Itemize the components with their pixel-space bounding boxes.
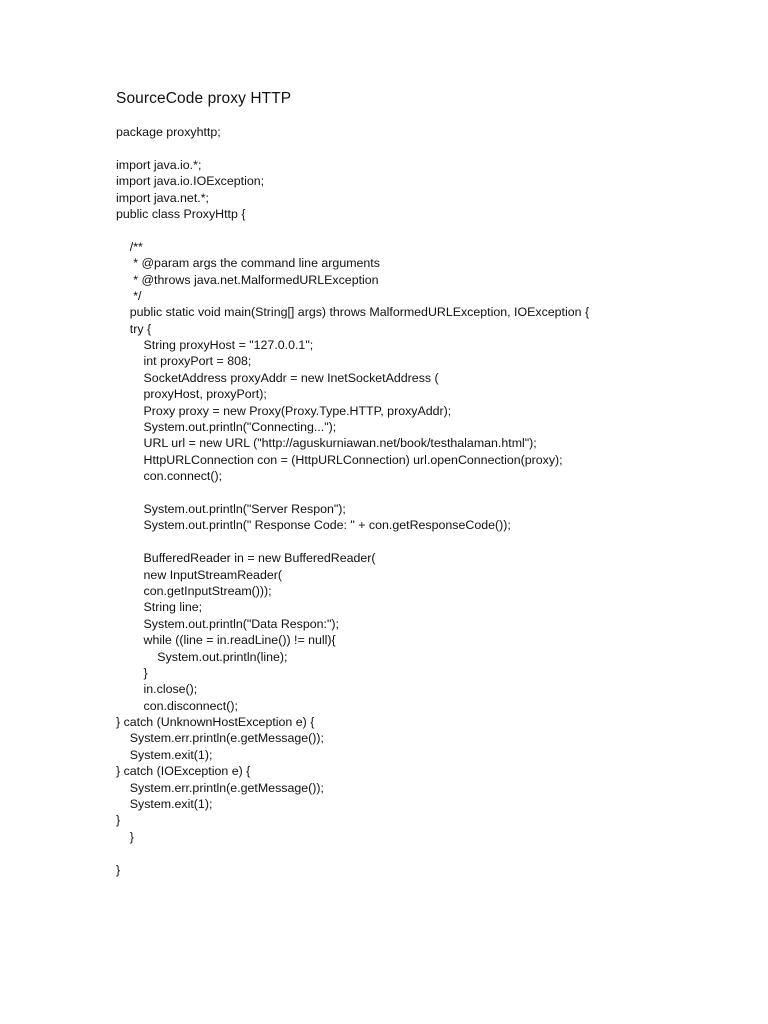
- source-code-block: [116, 124, 676, 878]
- code-line: package proxyhttp;: [116, 125, 221, 139]
- code-line: String line;: [116, 600, 203, 615]
- code-line: BufferedReader in = new BufferedReader(: [116, 551, 376, 566]
- code-line: System.out.println("Server Respon");: [116, 501, 346, 516]
- code-line: public static void main(String[] args) throws MalformedURLException, IOException {: [116, 305, 590, 320]
- code-line: [116, 845, 676, 861]
- code-line: [116, 485, 676, 501]
- code-line: while ((line = in.readLine()) != null){: [116, 633, 336, 648]
- code-line: public class ProxyHttp {: [116, 206, 246, 221]
- code-line: import java.io.IOException;: [116, 174, 265, 189]
- code-line: }: [116, 665, 148, 680]
- code-line: }: [116, 813, 121, 828]
- code-line: /**: [116, 239, 143, 254]
- code-line: con.connect();: [116, 469, 223, 484]
- code-line: con.disconnect();: [116, 698, 238, 713]
- code-line: String proxyHost = "127.0.0.1";: [116, 338, 314, 353]
- code-line: * @throws java.net.MalformedURLException: [116, 272, 379, 287]
- code-line: HttpURLConnection con = (HttpURLConnection) url.openConnection(proxy);: [116, 452, 563, 467]
- code-line: System.exit(1);: [116, 797, 213, 812]
- code-line: System.out.println(line);: [116, 649, 288, 664]
- code-line: } catch (IOException e) {: [116, 764, 251, 779]
- code-line: import java.net.*;: [116, 190, 209, 205]
- code-line: * @param args the command line arguments: [116, 256, 380, 271]
- code-line: Proxy proxy = new Proxy(Proxy.Type.HTTP, proxyAddr);: [116, 403, 452, 418]
- code-line: */: [116, 288, 142, 303]
- code-line: [116, 140, 676, 156]
- code-line: }: [116, 862, 121, 877]
- document-title: SourceCode proxy HTTP: [116, 90, 292, 107]
- code-line: System.out.println("Connecting...");: [116, 420, 337, 435]
- code-line: import java.io.*;: [116, 157, 202, 172]
- code-line: System.err.println(e.getMessage());: [116, 780, 324, 795]
- code-line: System.out.println(" Response Code: " + con.getResponseCode());: [116, 518, 511, 533]
- code-line: proxyHost, proxyPort);: [116, 387, 267, 402]
- code-line: int proxyPort = 808;: [116, 354, 252, 369]
- code-line: [116, 222, 676, 238]
- code-line: [116, 534, 676, 550]
- code-line: }: [116, 829, 134, 844]
- code-line: System.exit(1);: [116, 747, 213, 762]
- code-line: SocketAddress proxyAddr = new InetSocketAddress (: [116, 370, 439, 385]
- code-line: try {: [116, 321, 152, 336]
- code-line: URL url = new URL ("http://aguskurniawan.net/book/testhalaman.html");: [116, 436, 537, 451]
- code-line: } catch (UnknownHostException e) {: [116, 715, 315, 730]
- code-line: System.err.println(e.getMessage());: [116, 731, 324, 746]
- code-line: in.close();: [116, 682, 198, 697]
- code-line: new InputStreamReader(: [116, 567, 282, 582]
- code-line: System.out.println("Data Respon:");: [116, 616, 339, 631]
- code-line: con.getInputStream()));: [116, 583, 272, 598]
